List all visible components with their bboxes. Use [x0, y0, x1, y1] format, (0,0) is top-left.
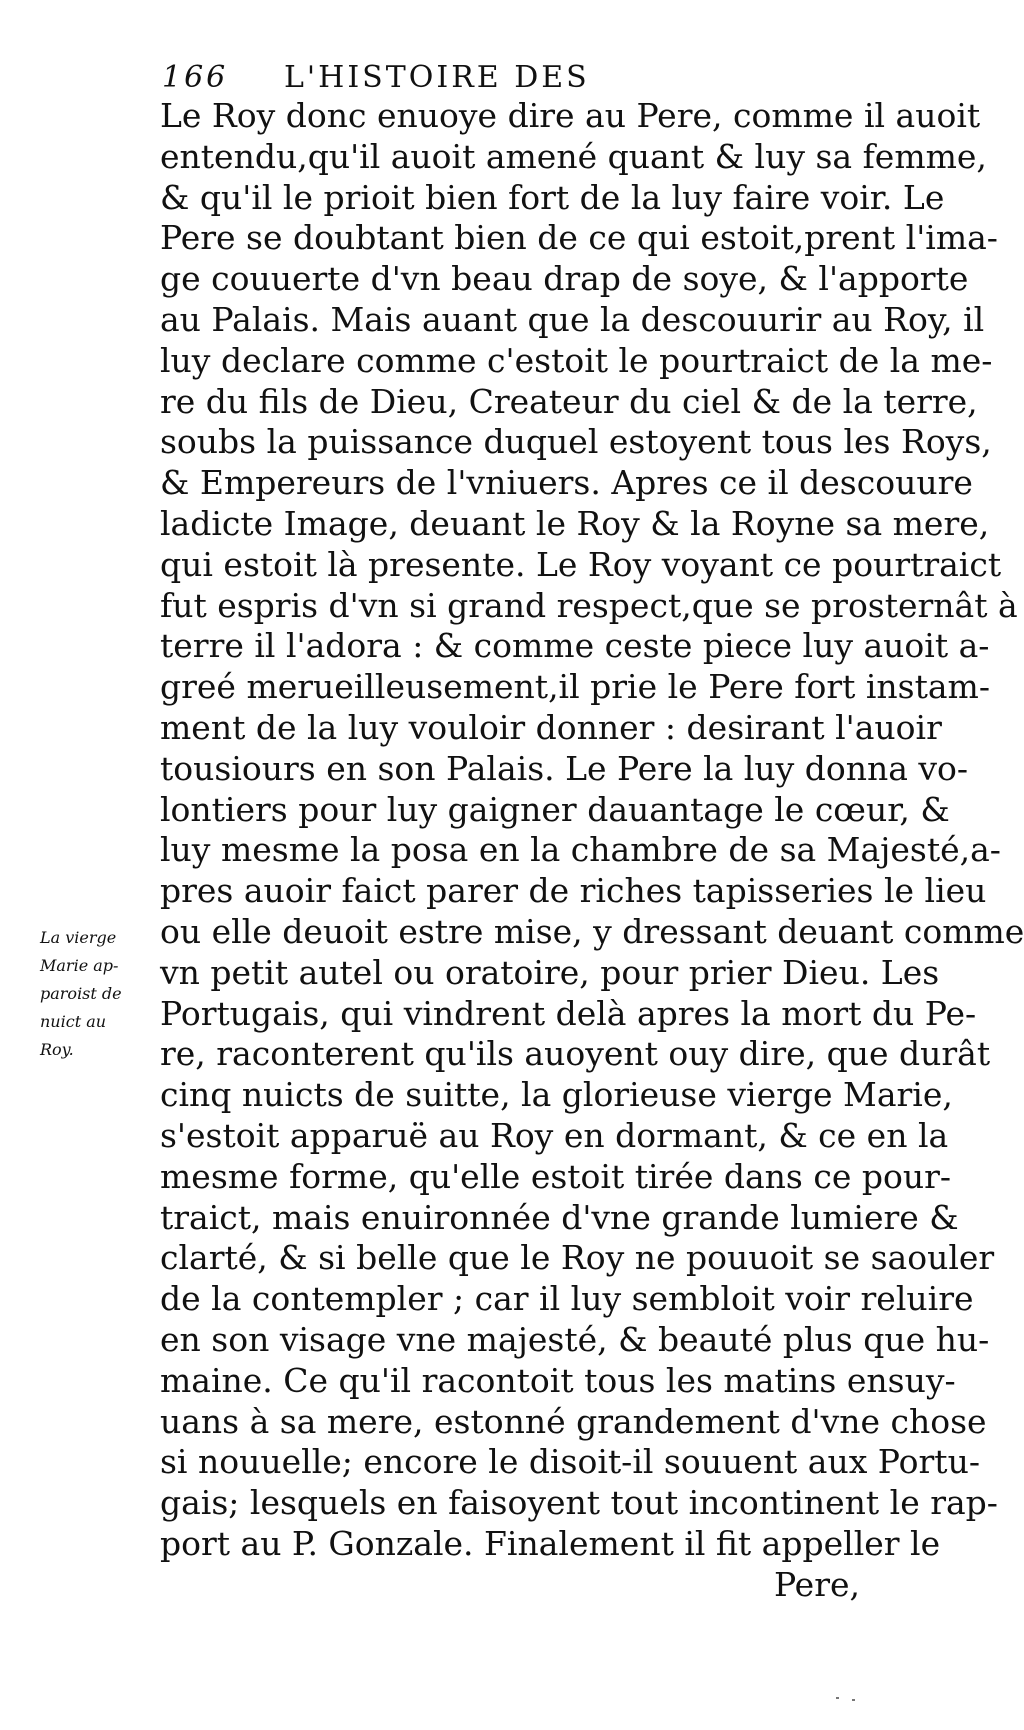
page-number: 166	[162, 60, 229, 95]
text-line: port au P. Gonzale. Finalement il fit appeller le	[160, 1523, 941, 1563]
text-line: ladicte Image, deuant le Roy & la Royne sa mere,	[160, 503, 990, 543]
text-line: lontiers pour luy gaigner dauantage le cœur, &	[160, 789, 950, 829]
ink-speck	[852, 1699, 855, 1701]
running-title: L'HISTOIRE DES	[284, 60, 590, 95]
text-line: soubs la puissance duquel estoyent tous les Roys,	[160, 422, 992, 462]
page-header	[162, 60, 722, 100]
text-line: & qu'il le prioit bien fort de la luy faire voir. Le	[160, 177, 945, 217]
margin-note-line: nuict au	[40, 1012, 107, 1031]
text-line: mesme forme, qu'elle estoit tirée dans ce pour-	[160, 1156, 952, 1196]
text-line: terre il l'adora : & comme ceste piece luy auoit a-	[160, 626, 990, 666]
text-line: en son visage vne majesté, & beauté plus que hu-	[160, 1319, 990, 1359]
text-line: gais; lesquels en faisoyent tout incontinent le rap-	[160, 1483, 998, 1523]
text-line: re du fils de Dieu, Createur du ciel & de la terre,	[160, 381, 978, 421]
text-line: luy declare comme c'estoit le pourtraict de la me-	[160, 340, 993, 380]
text-line: Pere se doubtant bien de ce qui estoit,prent l'ima-	[160, 218, 998, 258]
text-line: Le Roy donc enuoye dire au Pere, comme il auoit	[160, 96, 981, 135]
text-line: de la contempler ; car il luy sembloit voir reluire	[160, 1279, 974, 1319]
text-line: au Palais. Mais auant que la descouurir au Roy, il	[160, 299, 985, 339]
text-line: Portugais, qui vindrent delà apres la mort du Pe-	[160, 993, 977, 1033]
text-line: greé merueilleusement,il prie le Pere fort instam-	[160, 667, 990, 707]
text-line: entendu,qu'il auoit amené quant & luy sa femme,	[160, 136, 987, 176]
body-text	[160, 96, 1024, 1605]
text-line: qui estoit là presente. Le Roy voyant ce pourtraict	[160, 544, 1002, 584]
text-line: tousiours en son Palais. Le Pere la luy donna vo-	[160, 748, 969, 788]
margin-note-line: Marie ap-	[40, 956, 119, 975]
text-line: pres auoir faict parer de riches tapisseries le lieu	[160, 871, 987, 911]
text-line: vn petit autel ou oratoire, pour prier Dieu. Les	[160, 952, 940, 992]
text-line: ge couuerte d'vn beau drap de soye, & l'apporte	[160, 259, 969, 299]
text-line: cinq nuicts de suitte, la glorieuse vierge Marie,	[160, 1075, 953, 1115]
text-line: si nouuelle; encore le disoit-il souuent aux Portu-	[160, 1442, 980, 1482]
text-line: & Empereurs de l'vniuers. Apres ce il descouure	[160, 463, 973, 503]
text-line: traict, mais enuironnée d'vne grande lumiere &	[160, 1197, 959, 1237]
text-line: uans à sa mere, estonné grandement d'vne chose	[160, 1401, 987, 1441]
margin-note-line: paroist de	[40, 984, 122, 1003]
text-line: re, raconterent qu'ils auoyent ouy dire, que durât	[160, 1034, 991, 1074]
text-line: maine. Ce qu'il racontoit tous les matins ensuy-	[160, 1360, 956, 1400]
text-line: ment de la luy vouloir donner : desirant l'auoir	[160, 707, 942, 747]
text-line: clarté, & si belle que le Roy ne pouuoit se saouler	[160, 1238, 995, 1278]
text-line: ou elle deuoit estre mise, y dressant deuant comme	[160, 911, 1024, 951]
margin-note	[40, 924, 158, 1064]
text-line: fut espris d'vn si grand respect,que se prosternât à	[160, 585, 1018, 625]
text-line: luy mesme la posa en la chambre de sa Majesté,a-	[160, 830, 1001, 870]
text-line: s'estoit apparuë au Roy en dormant, & ce en la	[160, 1115, 949, 1155]
margin-note-line: Roy.	[40, 1040, 74, 1059]
ink-speck	[836, 1697, 839, 1699]
margin-note-line: La vierge	[40, 928, 117, 947]
catchword: Pere,	[773, 1564, 860, 1604]
